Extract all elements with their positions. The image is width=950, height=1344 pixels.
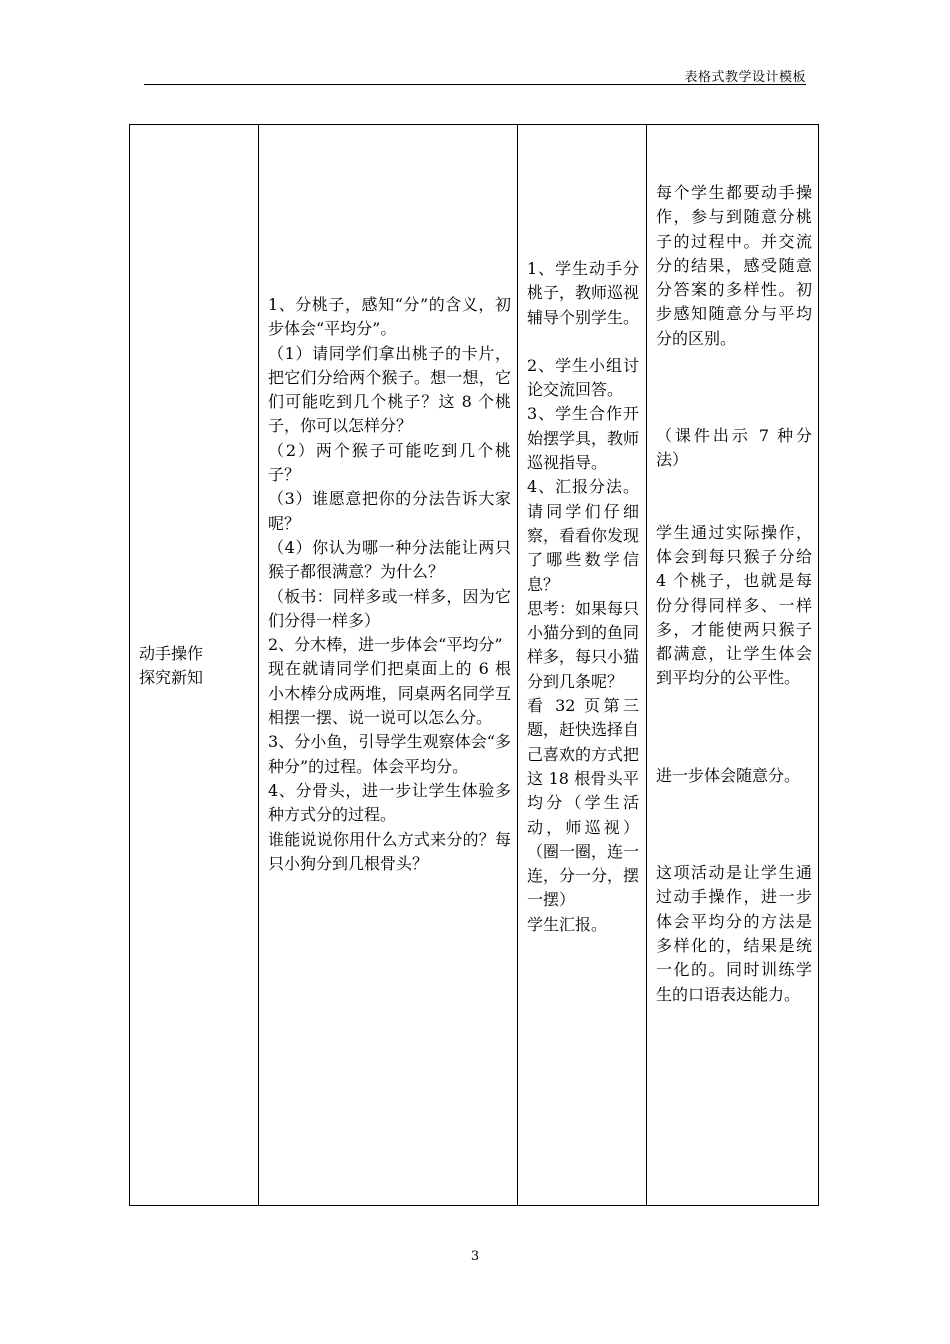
student-paragraph: 2、学生小组讨论交流回答。 — [527, 355, 639, 400]
teacher-paragraph: （4）你认为哪一种分法能让两只猴子都很满意？为什么？ — [268, 537, 511, 582]
student-paragraph: 1、学生动手分桃子，教师巡视辅导个别学生。 — [527, 259, 640, 327]
teacher-paragraph: （2）两个猴子可能吃到几个桃子？ — [268, 440, 511, 485]
intent-paragraph: 这项活动是让学生通过动手操作，进一步体会平均分的方法是多样化的，结果是统一化的。同时训练学生的口语表达能力。 — [656, 863, 812, 1004]
student-paragraph: 看 32 页第三题，赶快选择自己喜欢的方式把这 18 根骨头平均分（学生活动，师巡视）（圈一圈，连一连，分一分，摆一摆） — [527, 696, 640, 910]
teacher-activity-column — [259, 125, 518, 1205]
stage-column — [130, 125, 259, 1205]
student-activity-text — [527, 257, 639, 937]
student-paragraph: 3、学生合作开始摆学具，教师巡视指导。 — [527, 404, 640, 473]
teacher-paragraph: 1、分桃子，感知“分”的含义，初步体会“平均分”。 — [268, 295, 511, 339]
intent-paragraph: 学生通过实际操作，体会到每只猴子分给 4 个桃子，也就是每份分得同样多、一样多，才能使两只猴子都满意，让学生体会到平均分的公平性。 — [656, 522, 812, 688]
intent-paragraph: 每个学生都要动手操作，参与到随意分桃子的过程中。并交流分的结果，感受随意分答案的多样性。初步感知随意分与平均分的区别。 — [656, 183, 812, 348]
lesson-plan-table — [129, 124, 819, 1206]
teacher-paragraph: 3、分小鱼，引导学生观察体会“多种分”的过程。体会平均分。 — [268, 732, 511, 776]
intent-paragraph: 进一步体会随意分。 — [656, 765, 801, 785]
teacher-paragraph: （1）请同学们拿出桃子的卡片，把它们分给两个猴子。想一想，它们可能吃到几个桃子？这 8 个桃子，你可以怎样分？ — [268, 343, 511, 436]
teacher-paragraph: （3）谁愿意把你的分法告诉大家呢？ — [268, 489, 511, 533]
teacher-paragraph: 2、分木棒，进一步体会“平均分” — [268, 635, 503, 655]
teacher-activity-text — [268, 293, 511, 876]
design-intent-column — [647, 125, 820, 1205]
student-paragraph: 4、汇报分法。请同学们仔细察，看看你发现了哪些数学信息？ — [527, 477, 640, 594]
header-divider — [144, 84, 806, 85]
student-activity-column — [518, 125, 647, 1205]
stage-label — [139, 642, 251, 690]
student-paragraph: 学生汇报。 — [527, 914, 608, 934]
teacher-paragraph: 4、分骨头，进一步让学生体验多种方式分的过程。 — [268, 780, 511, 825]
teacher-paragraph: 谁能说说你用什么方式来分的？每只小狗分到几根骨头？ — [268, 829, 511, 873]
intent-paragraph: （课件出示 7 种分法） — [656, 426, 812, 470]
design-intent-text — [656, 181, 812, 1007]
teacher-paragraph: 现在就请同学们把桌面上的 6 根小木棒分成两堆，同桌两名同学互相摆一摆、说一说可以怎么分。 — [268, 659, 511, 728]
page-number: 3 — [470, 1249, 480, 1264]
stage-line: 动手操作 — [139, 644, 204, 663]
teacher-paragraph: （板书：同样多或一样多，因为它们分得一样多） — [268, 586, 511, 630]
document-header-title: 表格式教学设计模板 — [684, 70, 806, 85]
stage-line: 探究新知 — [139, 668, 204, 687]
student-paragraph: 思考：如果每只小猫分到的鱼同样多，每只小猫分到几条呢？ — [527, 598, 640, 691]
